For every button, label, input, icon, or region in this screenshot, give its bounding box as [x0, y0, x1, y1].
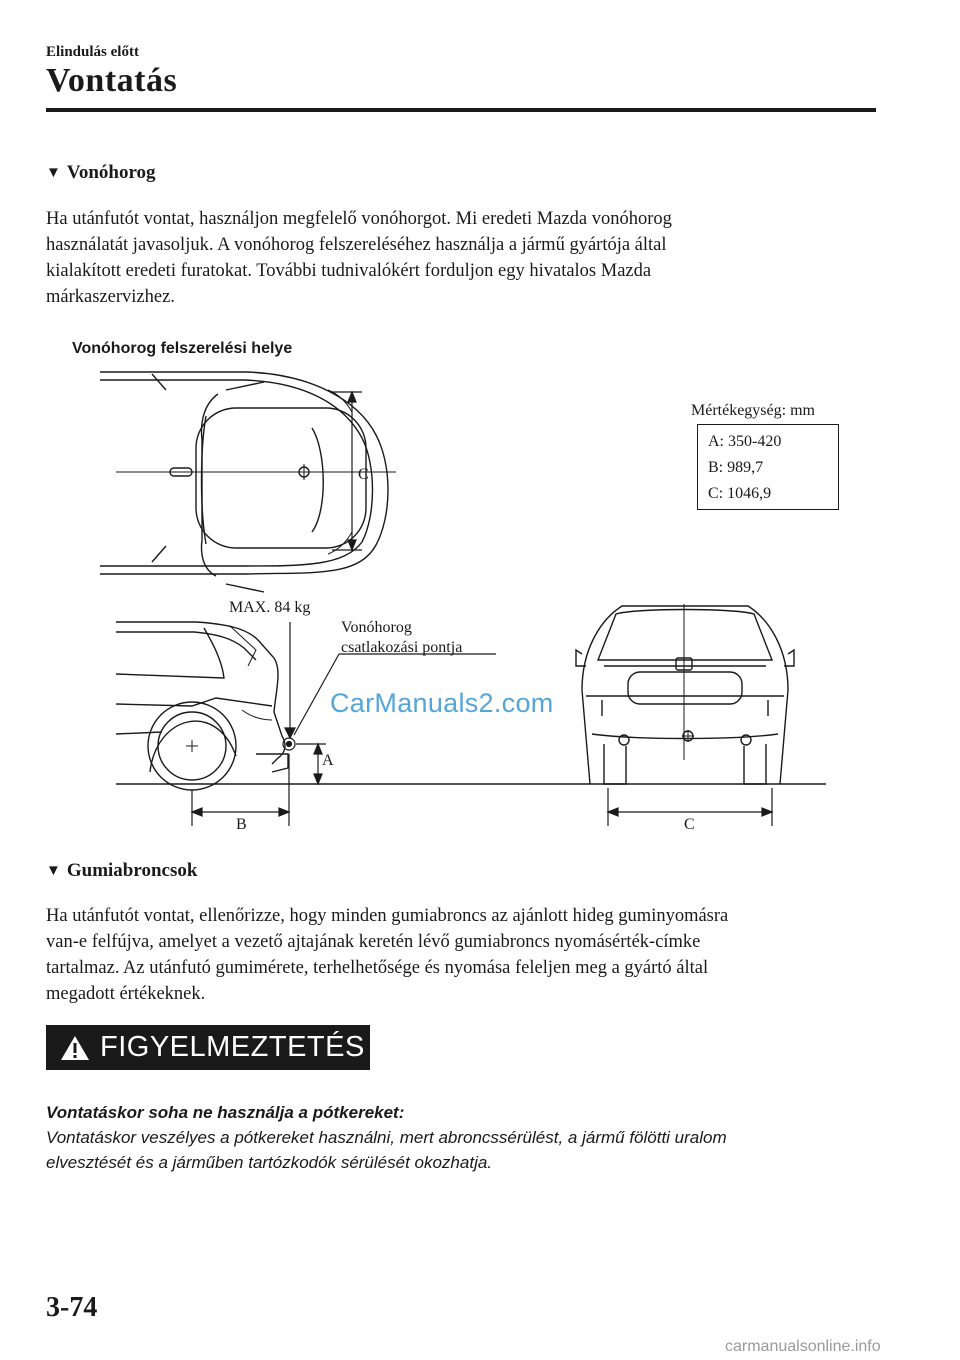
- paragraph-line: megadott értékeknek.: [46, 984, 206, 1004]
- subheading-tires-text: Gumiabroncsok: [66, 860, 198, 881]
- spec-a: A: 350-420: [708, 433, 782, 450]
- page-number: 3-74: [46, 1292, 98, 1323]
- triangle-bullet-icon: ▼: [46, 862, 61, 879]
- dimension-label-b: B: [236, 816, 247, 833]
- unit-label: Mértékegység: mm: [691, 402, 815, 419]
- section-label: Elindulás előtt: [46, 44, 139, 60]
- spec-c: C: 1046,9: [708, 485, 772, 502]
- subheading-tow-hitch: [46, 162, 156, 184]
- car-rear-view: [576, 604, 794, 784]
- tires-paragraph: [46, 903, 876, 1007]
- warning-line: Vontatáskor veszélyes a pótkereket használni, mert abroncssérülést, a jármű fölötti uralom: [46, 1128, 727, 1147]
- page-title: Vontatás: [46, 62, 178, 99]
- warning-banner-text: FIGYELMEZTETÉS: [100, 1031, 365, 1063]
- car-side-view: [116, 622, 288, 790]
- max-load-label: MAX. 84 kg: [229, 599, 311, 616]
- figure-caption: Vonóhorog felszerelési helye: [72, 340, 293, 357]
- paragraph-line: Ha utánfutót vontat, használjon megfelelő vonóhorgot. Mi eredeti Mazda vonóhorog: [46, 209, 672, 229]
- tow-hitch-paragraph: [46, 206, 876, 310]
- dimension-label-a: A: [322, 752, 334, 769]
- hitch-point-label-line: csatlakozási pontja: [341, 639, 463, 656]
- dimension-label-c-top: C: [358, 466, 369, 483]
- paragraph-line: tartalmaz. Az utánfutó gumimérete, terhelhetősége és nyomása feleljen meg a gyártó által: [46, 958, 709, 978]
- warning-body: [46, 1100, 886, 1175]
- paragraph-line: márkaszervizhez.: [46, 287, 175, 307]
- warning-line: elvesztését és a járműben tartózkodók sérülését okozhatja.: [46, 1153, 493, 1172]
- paragraph-line: kialakított eredeti furatokat. További tudnivalókért forduljon egy hivatalos Mazda: [46, 261, 652, 281]
- warning-title: Vontatáskor soha ne használja a pótkereket:: [46, 1103, 405, 1122]
- hitch-point-label-line: Vonóhorog: [341, 619, 412, 636]
- dimension-label-c-rear: C: [684, 816, 695, 833]
- hitch-point-label: [341, 618, 462, 658]
- paragraph-line: használatát javasoljuk. A vonóhorog felszereléséhez használja a jármű gyártója által: [46, 235, 667, 255]
- spec-b: B: 989,7: [708, 459, 764, 476]
- subheading-tow-hitch-text: Vonóhorog: [66, 162, 156, 183]
- footer-site-link[interactable]: carmanualsonline.info: [725, 1338, 881, 1355]
- paragraph-line: van-e felfújva, amelyet a vezető ajtajának keretén lévő gumiabroncs nyomásérték-címke: [46, 932, 701, 952]
- title-divider: [46, 108, 876, 112]
- subheading-tires: [46, 860, 197, 882]
- dimension-spec-box: [697, 424, 839, 510]
- warning-banner: [46, 1025, 370, 1070]
- triangle-bullet-icon: ▼: [46, 164, 61, 181]
- paragraph-line: Ha utánfutót vontat, ellenőrizze, hogy minden gumiabroncs az ajánlott hideg guminyomásra: [46, 906, 729, 926]
- warning-triangle-icon: [60, 1035, 90, 1061]
- watermark: CarManuals2.com: [330, 688, 554, 718]
